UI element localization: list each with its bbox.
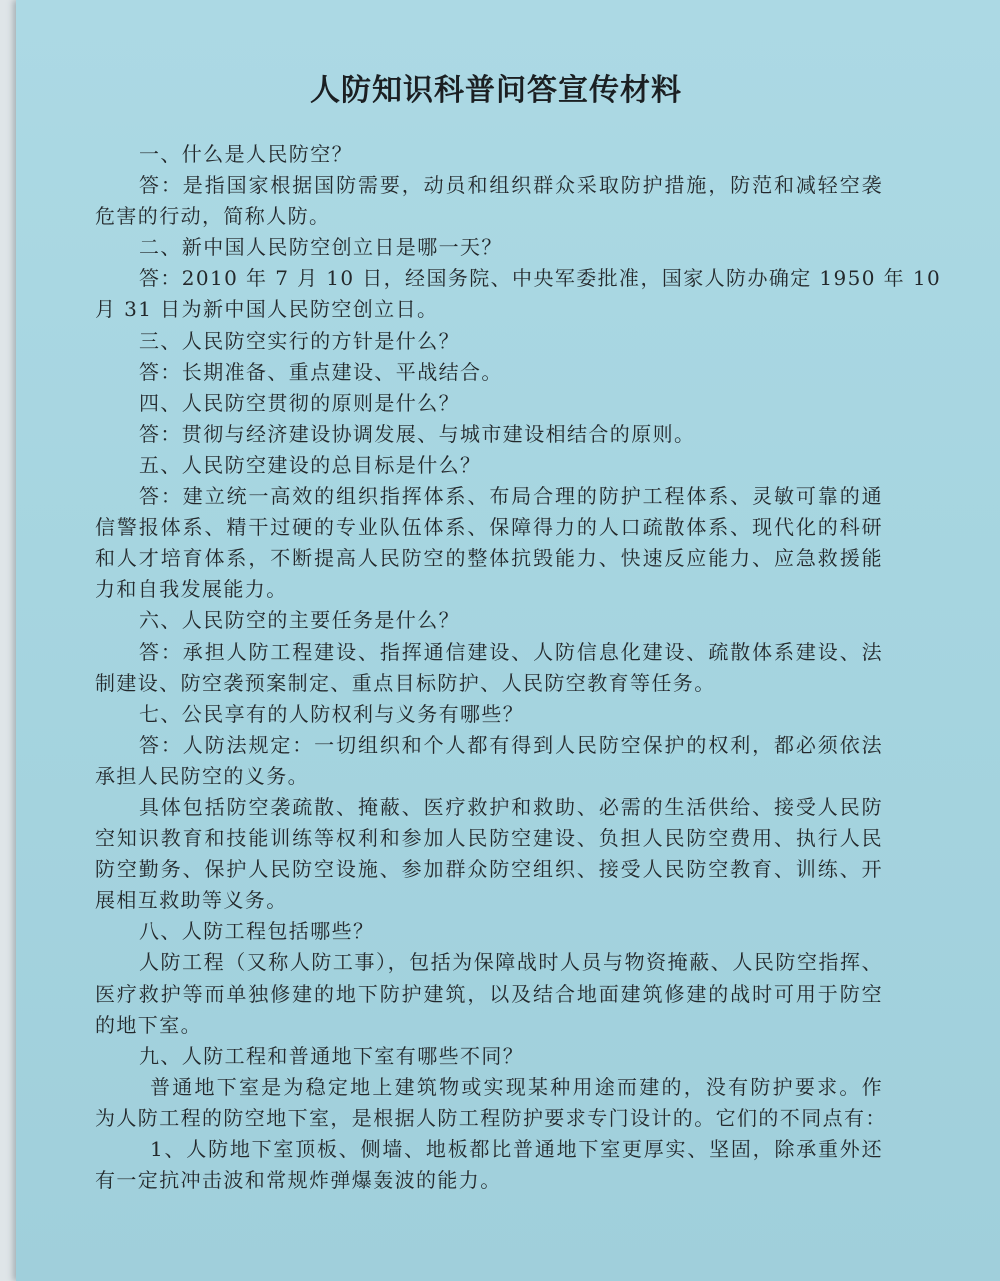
answer-line: 制建设、防空袭预案制定、重点目标防护、人民防空教育等任务。 bbox=[95, 670, 716, 695]
question-heading: 四、人民防空贯彻的原则是什么？ bbox=[139, 390, 460, 415]
answer-line: 为人防工程的防空地下室，是根据人防工程防护要求专门设计的。它们的不同点有： bbox=[95, 1105, 887, 1130]
answer-line: 答：承担人防工程建设、指挥通信建设、人防信息化建设、疏散体系建设、法 bbox=[139, 639, 883, 664]
document-page bbox=[16, 0, 1000, 1281]
answer-line: 医疗救护等而单独修建的地下防护建筑，以及结合地面建筑修建的战时可用于防空 bbox=[95, 981, 883, 1006]
answer-line: 的地下室。 bbox=[95, 1012, 202, 1037]
answer-line: 和人才培育体系，不断提高人民防空的整体抗毁能力、快速反应能力、应急救援能 bbox=[95, 546, 883, 571]
answer-line: 答：是指国家根据国防需要，动员和组织群众采取防护措施，防范和减轻空袭 bbox=[139, 173, 883, 198]
question-heading: 二、新中国人民防空创立日是哪一天？ bbox=[139, 235, 503, 260]
answer-line: 信警报体系、精干过硬的专业队伍体系、保障得力的人口疏散体系、现代化的科研 bbox=[95, 515, 883, 540]
answer-line: 具体包括防空袭疏散、掩蔽、医疗救护和救助、必需的生活供给、接受人民防 bbox=[139, 794, 883, 819]
question-heading: 三、人民防空实行的方针是什么？ bbox=[139, 328, 460, 353]
answer-line: 普通地下室是为稳定地上建筑物或实现某种用途而建的，没有防护要求。作 bbox=[150, 1074, 883, 1099]
answer-line: 月 31 日为新中国人民防空创立日。 bbox=[95, 297, 439, 322]
answer-line: 答：建立统一高效的组织指挥体系、布局合理的防护工程体系、灵敏可靠的通 bbox=[139, 484, 883, 509]
question-heading: 九、人防工程和普通地下室有哪些不同？ bbox=[139, 1043, 525, 1068]
question-heading: 五、人民防空建设的总目标是什么？ bbox=[139, 452, 482, 477]
answer-line: 答：长期准备、重点建设、平战结合。 bbox=[139, 359, 503, 384]
question-heading: 一、什么是人民防空？ bbox=[139, 142, 353, 166]
answer-line: 有一定抗冲击波和常规炸弹爆轰波的能力。 bbox=[95, 1168, 502, 1193]
question-heading: 七、公民享有的人防权利与义务有哪些？ bbox=[139, 701, 525, 726]
document-body bbox=[95, 139, 942, 1196]
answer-line: 防空勤务、保护人民防空设施、参加群众防空组织、接受人民防空教育、训练、开 bbox=[95, 857, 883, 882]
answer-line: 展相互救助等义务。 bbox=[95, 888, 288, 913]
question-heading: 八、人防工程包括哪些？ bbox=[139, 919, 375, 944]
answer-line: 承担人民防空的义务。 bbox=[95, 763, 309, 788]
answer-line: 人防工程（又称人防工事），包括为保障战时人员与物资掩蔽、人民防空指挥、 bbox=[139, 950, 883, 975]
answer-line: 答：2010 年 7 月 10 日，经国务院、中央军委批准，国家人防办确定 1950 年 10 bbox=[139, 266, 942, 291]
answer-line: 答：贯彻与经济建设协调发展、与城市建设相结合的原则。 bbox=[139, 421, 696, 446]
question-heading: 六、人民防空的主要任务是什么？ bbox=[139, 608, 460, 633]
document-title: 人防知识科普问答宣传材料 bbox=[310, 73, 682, 108]
answer-line: 1、人防地下室顶板、侧墙、地板都比普通地下室更厚实、坚固，除承重外还 bbox=[150, 1137, 883, 1161]
answer-line: 空知识教育和技能训练等权利和参加人民防空建设、负担人民防空费用、执行人民 bbox=[95, 826, 883, 851]
answer-line: 力和自我发展能力。 bbox=[95, 577, 288, 602]
answer-line: 答：人防法规定：一切组织和个人都有得到人民防空保护的权利，都必须依法 bbox=[139, 732, 883, 757]
answer-line: 危害的行动，简称人防。 bbox=[95, 204, 331, 229]
